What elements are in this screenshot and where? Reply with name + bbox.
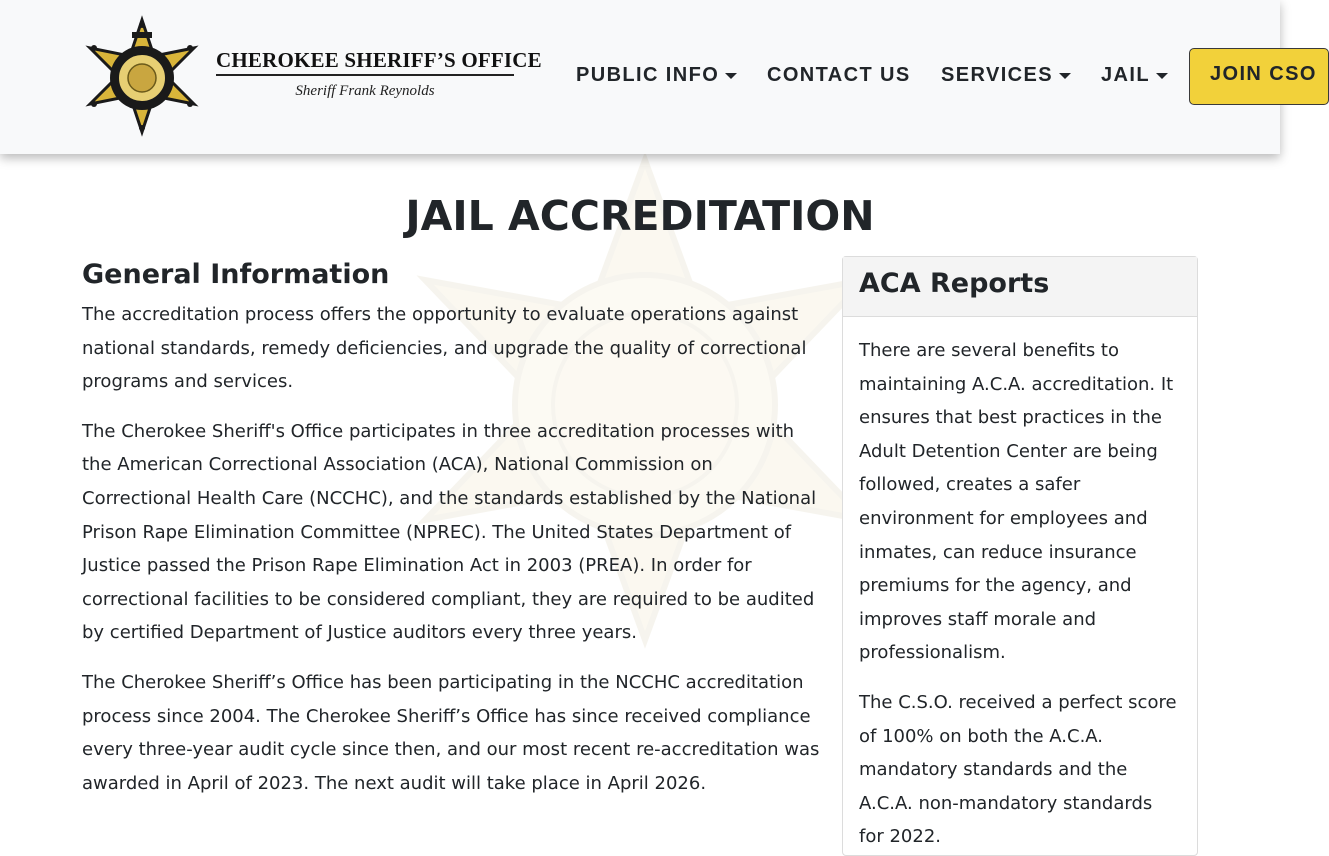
nav-contact-us-label: CONTACT US	[767, 64, 911, 86]
nav-services-label: SERVICES	[941, 64, 1053, 86]
nav-jail-label: JAIL	[1101, 64, 1150, 86]
card-body	[843, 317, 1197, 854]
nav-services[interactable]	[941, 64, 1071, 87]
card-title: ACA Reports	[859, 268, 1050, 299]
chevron-down-icon	[1156, 73, 1168, 79]
paragraph-accreditation-programs: The Cherokee Sheriff's Office participates in three accreditation processes with the American Correctional Association (ACA), National Commission on Correctional Health Care (NCCHC), and the standards established by the National Prison Rape Elimination Committee (NPREC). The United States Department of Justice passed the Prison Rape Elimination Act in 2003 (PREA). In order for correctional facilities to be considered compliant, they are required to be audited by certified Department of Justice auditors every three years.	[82, 420, 817, 644]
page-title: JAIL ACCREDITATION	[405, 192, 875, 240]
card-header	[843, 257, 1197, 317]
paragraph-aca-benefits: There are several benefits to maintaining A.C.A. accreditation. It ensures that best practices in the Adult Detention Center are being followed, creates a safer environment for employees and inmates, can reduce insurance premiums for the agency, and improves staff morale and professionalism.	[859, 340, 1174, 664]
chevron-down-icon	[1059, 73, 1071, 79]
aca-reports-card	[842, 256, 1198, 856]
brand-subtitle: Sheriff Frank Reynolds	[295, 83, 435, 99]
site-header	[0, 0, 1317, 154]
brand-title[interactable]: CHEROKEE SHERIFF’S OFFICE	[216, 48, 542, 72]
nav-jail[interactable]	[1101, 64, 1168, 87]
section-heading: General Information	[82, 259, 390, 290]
general-information-section	[82, 258, 820, 816]
sheriff-badge-logo[interactable]	[84, 18, 200, 134]
brand-divider	[216, 74, 514, 76]
join-cso-button[interactable]: JOIN CSO	[1189, 48, 1329, 105]
paragraph-aca-score: The C.S.O. received a perfect score of 100% on both the A.C.A. mandatory standards and the A.C.A. non-mandatory standards for 2022.	[859, 691, 1177, 848]
chevron-down-icon	[725, 73, 737, 79]
nav-public-info-label: PUBLIC INFO	[576, 64, 720, 86]
nav-public-info[interactable]	[576, 64, 737, 87]
paragraph-ncchc-history: The Cherokee Sheriff’s Office has been participating in the NCCHC accreditation process since 2004. The Cherokee Sheriff’s Office has since received compliance every three-year audit cycle since then, and our most recent re-accreditation was awarded in April of 2023. The next audit will take place in April 2026.	[82, 671, 820, 794]
paragraph-accreditation-process: The accreditation process offers the opportunity to evaluate operations against national standards, remedy deficiencies, and upgrade the quality of correctional programs and services.	[82, 304, 807, 393]
nav-contact-us[interactable]	[767, 64, 911, 87]
